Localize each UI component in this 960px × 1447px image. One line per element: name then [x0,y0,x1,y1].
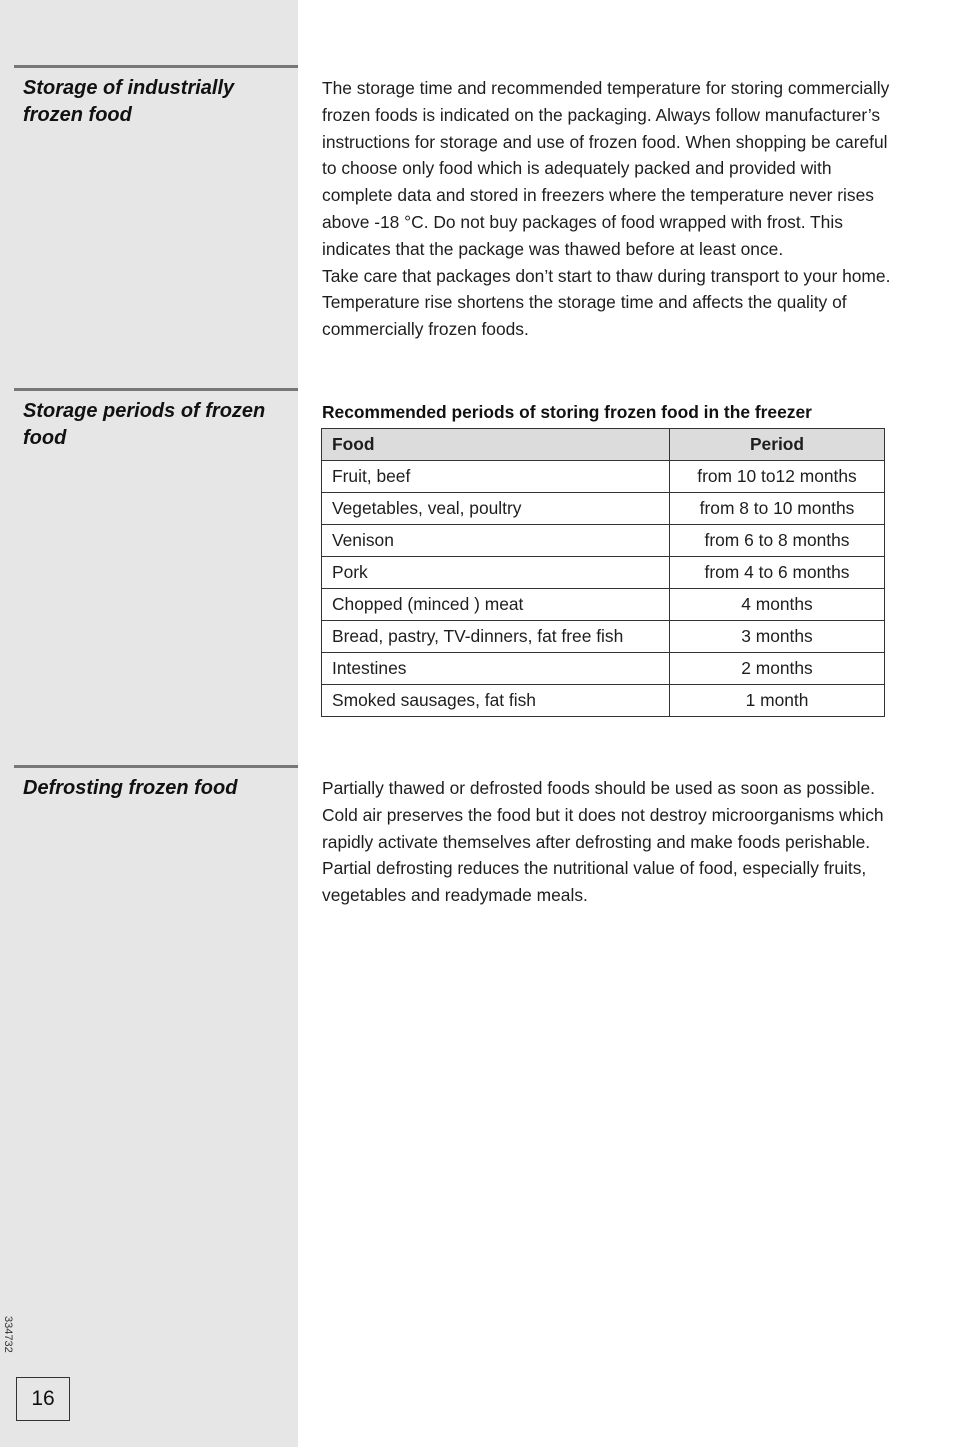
storage-periods-table [321,428,885,717]
food-cell: Smoked sausages, fat fish [322,685,670,717]
period-cell: from 4 to 6 months [670,557,885,589]
column-header-food: Food [322,429,670,461]
table-row [322,525,885,557]
section-title-industrially-frozen: Storage of industrially frozen food [23,77,235,126]
table-row [322,589,885,621]
table-row [322,557,885,589]
paragraph: The storage time and recommended temperature for storing commercially frozen foods is indicated on the packaging. Always follow manufacturer’s instructions for storage and use of frozen food. When shopping be careful to choose only food which is adequately packed and provided with complete data and stored in freezers where the temperature never rises above -18 °C. Do not buy packages of food wrapped with frost. This indicates that the package was thawed before at least once. [322,78,890,259]
table-row [322,685,885,717]
paragraph: Partially thawed or defrosted foods should be used as soon as possible. Cold air preserves the food but it does not destroy microorganisms which rapidly activate themselves after defrosting and make foods perishable. [322,778,884,852]
food-cell: Fruit, beef [322,461,670,493]
period-cell: from 8 to 10 months [670,493,885,525]
period-cell: 3 months [670,621,885,653]
section-body-defrosting [322,775,902,909]
period-cell: 4 months [670,589,885,621]
food-cell: Intestines [322,653,670,685]
food-cell: Vegetables, veal, poultry [322,493,670,525]
section-title-storage-periods: Storage periods of frozen food [23,400,266,449]
table-title: Recommended periods of storing frozen food in the freezer [322,402,812,422]
table-row [322,461,885,493]
section-divider [14,388,298,391]
period-cell: from 10 to12 months [670,461,885,493]
period-cell: 1 month [670,685,885,717]
section-body-industrially-frozen [322,75,902,343]
food-cell: Pork [322,557,670,589]
table-header-row [322,429,885,461]
paragraph: Take care that packages don’t start to thaw during transport to your home. Temperature rise shortens the storage time and affects the quality of commercially frozen foods. [322,265,891,340]
page-number: 16 [16,1377,70,1421]
table-row [322,653,885,685]
food-cell: Venison [322,525,670,557]
food-cell: Bread, pastry, TV-dinners, fat free fish [322,621,670,653]
section-title-defrosting: Defrosting frozen food [23,777,238,799]
food-cell: Chopped (minced ) meat [322,589,670,621]
document-code: 334732 [2,1316,14,1353]
column-header-period: Period [670,429,885,461]
section-divider [14,765,298,768]
table-row [322,621,885,653]
table-row [322,493,885,525]
paragraph: Partial defrosting reduces the nutritional value of food, especially fruits, vegetables and readymade meals. [322,858,867,906]
period-cell: from 6 to 8 months [670,525,885,557]
section-divider [14,65,298,68]
sidebar-panel [0,0,298,1447]
period-cell: 2 months [670,653,885,685]
